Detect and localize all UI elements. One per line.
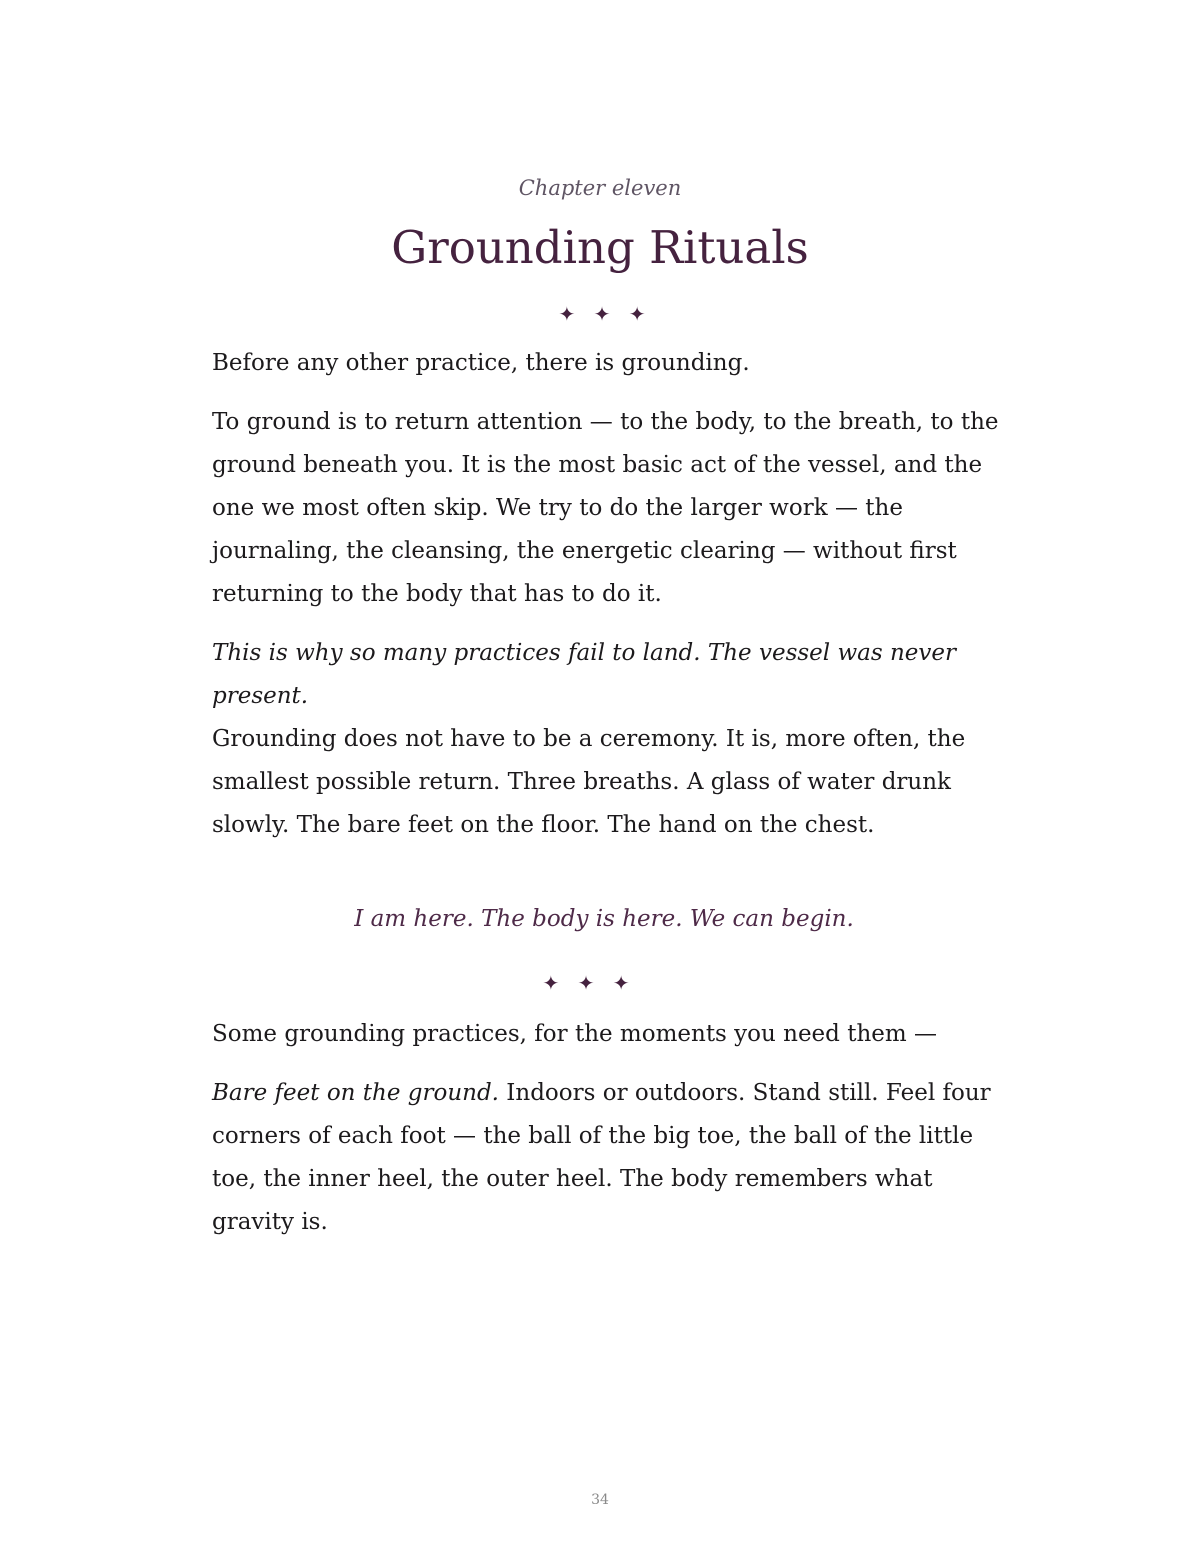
practice-text: Indoors or outdoors. Stand still. Feel four corners of each foot — the ball of the big toe, the ball of the little toe, the inner heel, the outer heel. The body remembers what gravity is. <box>212 1080 991 1235</box>
italic-paragraph: This is why so many practices fail to land. The vessel was never present. <box>212 640 956 709</box>
section-ornament: ✦ ✦ ✦ <box>542 971 636 995</box>
section-one <box>212 342 1002 863</box>
affirmation-quote: I am here. The body is here. We can begin. <box>354 906 854 932</box>
paragraph: To ground is to return attention — to the body, to the breath, to the ground beneath you. It is the most basic act of the vessel, and the one we most often skip. We try to do the larger work — the journaling, the cleansing, the energetic clearing — without first returning to the body that has to do it. <box>212 409 999 607</box>
paragraph: Before any other practice, there is grounding. <box>212 350 750 376</box>
section-ornament: ✦ ✦ ✦ <box>558 302 652 326</box>
page-number: 34 <box>591 1492 609 1508</box>
practice-paragraph <box>212 1072 1002 1244</box>
paragraph: Grounding does not have to be a ceremony. It is, more often, the smallest possible return. Three breaths. A glass of water drunk slowly. The bare feet on the floor. The hand on the chest. <box>212 726 966 838</box>
practice-label: Bare feet on the ground. <box>212 1080 499 1106</box>
chapter-label: Chapter eleven <box>518 176 682 200</box>
section-two <box>212 1013 1002 1260</box>
chapter-title: Grounding Rituals <box>391 221 809 274</box>
paragraph: Some grounding practices, for the moments you need them — <box>212 1021 937 1047</box>
